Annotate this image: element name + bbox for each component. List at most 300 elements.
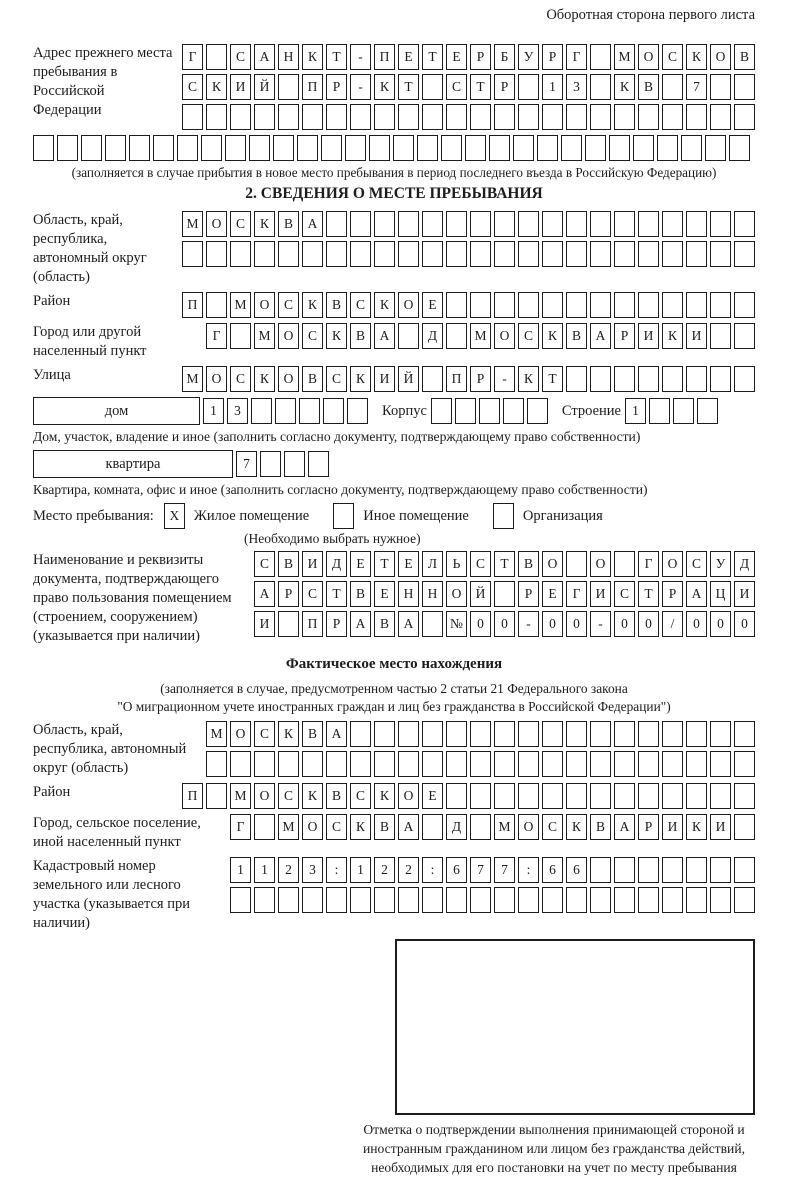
- char-box: А: [590, 323, 611, 349]
- char-box: Д: [734, 551, 755, 577]
- section2-title: 2. СВЕДЕНИЯ О МЕСТЕ ПРЕБЫВАНИЯ: [245, 185, 543, 202]
- char-box: [566, 783, 587, 809]
- char-box: 1: [203, 398, 224, 424]
- char-box: [398, 211, 419, 237]
- char-box: [302, 887, 323, 913]
- char-box: [537, 135, 558, 161]
- char-box: В: [350, 581, 371, 607]
- char-box: Р: [638, 814, 659, 840]
- char-box: [225, 135, 246, 161]
- char-box: С: [302, 323, 323, 349]
- char-box: [649, 398, 670, 424]
- char-box: [254, 104, 275, 130]
- char-box: [422, 814, 443, 840]
- char-box: А: [614, 814, 635, 840]
- char-box: Г: [566, 44, 587, 70]
- char-box: О: [302, 814, 323, 840]
- fakt-oblast-row-2: [203, 751, 755, 777]
- char-box: [494, 211, 515, 237]
- char-box: 0: [470, 611, 491, 637]
- kadastr-row-2: [227, 887, 755, 913]
- form-page: [33, 0, 755, 1177]
- char-box: С: [230, 44, 251, 70]
- char-box: О: [710, 44, 731, 70]
- char-box: [566, 292, 587, 318]
- char-box: [734, 323, 755, 349]
- char-box: П: [446, 366, 467, 392]
- char-box: [350, 887, 371, 913]
- char-box: К: [278, 721, 299, 747]
- char-box: [686, 721, 707, 747]
- char-box: [422, 751, 443, 777]
- char-box: И: [686, 323, 707, 349]
- char-box: [662, 887, 683, 913]
- char-box: М: [182, 366, 203, 392]
- field-kadastr: [33, 857, 755, 933]
- char-box: [494, 721, 515, 747]
- char-box: С: [278, 292, 299, 318]
- char-box: [614, 551, 635, 577]
- char-box: В: [566, 323, 587, 349]
- char-box: [278, 241, 299, 267]
- char-box: [638, 366, 659, 392]
- char-box: [422, 211, 443, 237]
- char-box: [542, 751, 563, 777]
- char-box: Т: [494, 551, 515, 577]
- char-box: [609, 135, 630, 161]
- char-box: [446, 887, 467, 913]
- char-box: [470, 241, 491, 267]
- char-box: [527, 398, 548, 424]
- char-box: О: [518, 814, 539, 840]
- char-box: [308, 451, 329, 477]
- char-box: [398, 241, 419, 267]
- char-box: [374, 211, 395, 237]
- char-box: Н: [278, 44, 299, 70]
- char-box: [249, 135, 270, 161]
- char-box: :: [422, 857, 443, 883]
- char-box: Г: [566, 581, 587, 607]
- char-box: [662, 241, 683, 267]
- char-box: [686, 751, 707, 777]
- char-box: 1: [230, 857, 251, 883]
- oblast-label: Область, край, республика, автономный округ (область): [33, 212, 147, 285]
- field-raion: [33, 292, 755, 318]
- char-box: И: [662, 814, 683, 840]
- char-box: [542, 721, 563, 747]
- char-box: С: [470, 551, 491, 577]
- char-box: -: [590, 611, 611, 637]
- char-box: Т: [542, 366, 563, 392]
- char-box: [455, 398, 476, 424]
- char-box: [206, 241, 227, 267]
- dom-caption: Дом, участок, владение и иное (заполнить согласно документу, подтверждающему право собственности): [33, 429, 641, 444]
- char-box: [326, 751, 347, 777]
- char-box: [614, 783, 635, 809]
- char-box: [518, 887, 539, 913]
- char-box: [350, 241, 371, 267]
- stamp-area: [395, 939, 755, 1115]
- char-box: С: [278, 783, 299, 809]
- char-box: [350, 721, 371, 747]
- char-box: И: [374, 366, 395, 392]
- char-box: Г: [230, 814, 251, 840]
- char-box: [278, 611, 299, 637]
- char-box: [446, 292, 467, 318]
- char-box: [518, 211, 539, 237]
- char-box: [230, 323, 251, 349]
- char-box: 1: [625, 398, 646, 424]
- char-box: [326, 211, 347, 237]
- char-box: [710, 104, 731, 130]
- char-box: 0: [494, 611, 515, 637]
- char-box: [542, 292, 563, 318]
- char-box: [686, 241, 707, 267]
- char-box: [350, 104, 371, 130]
- char-box: [734, 751, 755, 777]
- char-box: Т: [470, 74, 491, 100]
- char-box: И: [302, 551, 323, 577]
- char-box: [470, 814, 491, 840]
- char-box: [662, 366, 683, 392]
- char-box: [105, 135, 126, 161]
- char-box: Д: [446, 814, 467, 840]
- char-box: 6: [566, 857, 587, 883]
- char-box: [710, 887, 731, 913]
- char-box: [302, 104, 323, 130]
- char-box: [590, 887, 611, 913]
- char-box: А: [398, 814, 419, 840]
- kvartira-number-boxes: [233, 451, 329, 477]
- char-box: [710, 241, 731, 267]
- prev-address-row-3: [179, 104, 755, 130]
- char-box: О: [230, 721, 251, 747]
- char-box: [254, 751, 275, 777]
- char-box: К: [374, 292, 395, 318]
- char-box: Й: [470, 581, 491, 607]
- char-box: [398, 721, 419, 747]
- char-box: И: [254, 611, 275, 637]
- char-box: [326, 241, 347, 267]
- char-box: [374, 751, 395, 777]
- char-box: [734, 104, 755, 130]
- char-box: [417, 135, 438, 161]
- char-box: Т: [326, 44, 347, 70]
- char-box: С: [686, 551, 707, 577]
- char-box: В: [518, 551, 539, 577]
- char-box: [518, 104, 539, 130]
- char-box: В: [302, 366, 323, 392]
- char-box: С: [254, 551, 275, 577]
- char-box: [206, 783, 227, 809]
- option-organizatsiya-label: Организация: [522, 507, 603, 524]
- char-box: Е: [446, 44, 467, 70]
- char-box: [275, 398, 296, 424]
- char-box: [566, 366, 587, 392]
- char-box: [662, 751, 683, 777]
- char-box: :: [326, 857, 347, 883]
- char-box: [638, 857, 659, 883]
- char-box: [350, 751, 371, 777]
- char-box: Д: [326, 551, 347, 577]
- char-box: [422, 74, 443, 100]
- char-box: Р: [542, 44, 563, 70]
- option-inoe: [323, 503, 483, 529]
- corner-note: Оборотная сторона первого листа: [546, 7, 755, 23]
- char-box: К: [542, 323, 563, 349]
- char-box: 0: [686, 611, 707, 637]
- char-box: [278, 74, 299, 100]
- char-box: [585, 135, 606, 161]
- char-box: С: [614, 581, 635, 607]
- char-box: [710, 74, 731, 100]
- char-box: 0: [710, 611, 731, 637]
- char-box: [561, 135, 582, 161]
- char-box: А: [254, 581, 275, 607]
- char-box: [566, 721, 587, 747]
- char-box: -: [350, 74, 371, 100]
- kadastr-label: Кадастровый номер земельного или лесного участка (указывается при наличии): [33, 858, 190, 931]
- dom-number-boxes: [200, 398, 368, 424]
- char-box: [182, 241, 203, 267]
- char-box: К: [206, 74, 227, 100]
- char-box: [686, 292, 707, 318]
- char-box: С: [230, 211, 251, 237]
- char-box: [662, 104, 683, 130]
- char-box: [326, 887, 347, 913]
- char-box: О: [254, 783, 275, 809]
- char-box: С: [350, 292, 371, 318]
- char-box: К: [302, 783, 323, 809]
- char-box: [374, 104, 395, 130]
- char-box: [153, 135, 174, 161]
- char-box: Р: [494, 74, 515, 100]
- char-box: [614, 366, 635, 392]
- char-box: [614, 751, 635, 777]
- char-box: [441, 135, 462, 161]
- field-prev-address: [33, 44, 755, 130]
- char-box: [446, 751, 467, 777]
- option-zhiloe-label: Жилое помещение: [193, 507, 310, 524]
- char-box: [398, 751, 419, 777]
- char-box: [494, 783, 515, 809]
- fakt-oblast-row-1: [203, 721, 755, 747]
- ulitsa-label: Улица: [33, 367, 71, 383]
- char-box: Б: [494, 44, 515, 70]
- char-box: У: [518, 44, 539, 70]
- prev-address-row-4: [30, 135, 755, 161]
- fakt-notes: [33, 680, 755, 716]
- fakt-note-1: (заполняется в случае, предусмотренном частью 2 статьи 21 Федерального закона: [160, 681, 628, 696]
- char-box: [345, 135, 366, 161]
- char-box: [206, 104, 227, 130]
- char-box: [422, 611, 443, 637]
- char-box: Р: [662, 581, 683, 607]
- char-box: А: [374, 323, 395, 349]
- char-box: М: [614, 44, 635, 70]
- char-box: [710, 323, 731, 349]
- char-box: [542, 241, 563, 267]
- char-box: С: [254, 721, 275, 747]
- char-box: [230, 104, 251, 130]
- field-doc: [33, 551, 755, 646]
- char-box: Е: [422, 783, 443, 809]
- korpus-label: Корпус: [382, 402, 427, 419]
- char-box: В: [278, 551, 299, 577]
- kadastr-row-1: [227, 857, 755, 883]
- char-box: -: [350, 44, 371, 70]
- raion-row: [179, 292, 755, 318]
- char-box: [662, 721, 683, 747]
- char-box: [729, 135, 750, 161]
- gorod-label: Город или другой населенный пункт: [33, 324, 147, 359]
- char-box: [230, 887, 251, 913]
- fakt-raion-label: Район: [33, 784, 71, 800]
- char-box: [398, 323, 419, 349]
- char-box: [431, 398, 452, 424]
- char-box: [446, 323, 467, 349]
- char-box: Е: [350, 551, 371, 577]
- char-box: [518, 74, 539, 100]
- char-box: [657, 135, 678, 161]
- fakt-gorod-row: [227, 814, 755, 840]
- char-box: С: [326, 366, 347, 392]
- char-box: 0: [638, 611, 659, 637]
- char-box: К: [518, 366, 539, 392]
- char-box: Ь: [446, 551, 467, 577]
- field-mesto: [33, 503, 755, 529]
- char-box: К: [254, 211, 275, 237]
- char-box: [566, 887, 587, 913]
- char-box: [638, 211, 659, 237]
- char-box: [284, 451, 305, 477]
- char-box: В: [734, 44, 755, 70]
- char-box: В: [350, 323, 371, 349]
- char-box: [369, 135, 390, 161]
- char-box: О: [542, 551, 563, 577]
- char-box: Й: [254, 74, 275, 100]
- korpus-boxes: [428, 398, 548, 424]
- mesto-note: (Необходимо выбрать нужное): [244, 531, 421, 546]
- char-box: [734, 366, 755, 392]
- char-box: [662, 783, 683, 809]
- char-box: [686, 887, 707, 913]
- doc-box-rows: [251, 551, 755, 646]
- char-box: [446, 721, 467, 747]
- char-box: [638, 104, 659, 130]
- char-box: [422, 721, 443, 747]
- char-box: Е: [398, 551, 419, 577]
- char-box: -: [494, 366, 515, 392]
- char-box: М: [470, 323, 491, 349]
- char-box: К: [254, 366, 275, 392]
- char-box: [254, 241, 275, 267]
- char-box: Т: [638, 581, 659, 607]
- doc-row-2: [251, 581, 755, 607]
- char-box: Е: [422, 292, 443, 318]
- char-box: С: [302, 581, 323, 607]
- char-box: Г: [182, 44, 203, 70]
- char-box: Е: [374, 581, 395, 607]
- char-box: 3: [566, 74, 587, 100]
- char-box: [697, 398, 718, 424]
- char-box: Г: [638, 551, 659, 577]
- char-box: Н: [422, 581, 443, 607]
- char-box: [57, 135, 78, 161]
- char-box: 7: [236, 451, 257, 477]
- char-box: Р: [326, 74, 347, 100]
- char-box: Р: [470, 44, 491, 70]
- char-box: [734, 783, 755, 809]
- char-box: И: [590, 581, 611, 607]
- field-fakt-gorod: [33, 814, 755, 852]
- char-box: [614, 887, 635, 913]
- char-box: К: [566, 814, 587, 840]
- char-box: [662, 857, 683, 883]
- char-box: 3: [227, 398, 248, 424]
- char-box: [638, 783, 659, 809]
- char-box: [494, 581, 515, 607]
- oblast-row-2: [179, 241, 755, 267]
- stamp-caption: Отметка о подтверждении выполнения принимающей стороной и иностранным гражданином или лицом без гражданства действий, необходимых для его постановки на учет по месту пребывания: [363, 1122, 745, 1175]
- char-box: 6: [446, 857, 467, 883]
- char-box: В: [374, 611, 395, 637]
- char-box: [350, 211, 371, 237]
- char-box: У: [710, 551, 731, 577]
- char-box: [446, 241, 467, 267]
- char-box: Ц: [710, 581, 731, 607]
- char-box: И: [710, 814, 731, 840]
- char-box: А: [254, 44, 275, 70]
- char-box: 1: [350, 857, 371, 883]
- char-box: /: [662, 611, 683, 637]
- char-box: [513, 135, 534, 161]
- char-box: [398, 887, 419, 913]
- char-box: [662, 211, 683, 237]
- fakt-oblast-label: Область, край, республика, автономный округ (область): [33, 722, 187, 776]
- char-box: [638, 241, 659, 267]
- char-box: Й: [398, 366, 419, 392]
- char-box: [638, 887, 659, 913]
- char-box: О: [494, 323, 515, 349]
- char-box: [465, 135, 486, 161]
- char-box: [566, 104, 587, 130]
- raion-label: Район: [33, 293, 71, 309]
- char-box: [734, 241, 755, 267]
- char-box: Г: [206, 323, 227, 349]
- char-box: Р: [326, 611, 347, 637]
- char-box: [686, 857, 707, 883]
- char-box: [299, 398, 320, 424]
- char-box: [206, 751, 227, 777]
- char-box: [494, 292, 515, 318]
- char-box: [614, 241, 635, 267]
- char-box: 2: [374, 857, 395, 883]
- char-box: [614, 292, 635, 318]
- char-box: [590, 857, 611, 883]
- fakt-title: Фактическое место нахождения: [285, 656, 503, 672]
- char-box: [374, 721, 395, 747]
- char-box: [470, 783, 491, 809]
- char-box: [446, 211, 467, 237]
- field-dom: [33, 397, 755, 425]
- char-box: Л: [422, 551, 443, 577]
- char-box: [494, 887, 515, 913]
- char-box: [542, 887, 563, 913]
- char-box: 2: [278, 857, 299, 883]
- char-box: [566, 241, 587, 267]
- char-box: №: [446, 611, 467, 637]
